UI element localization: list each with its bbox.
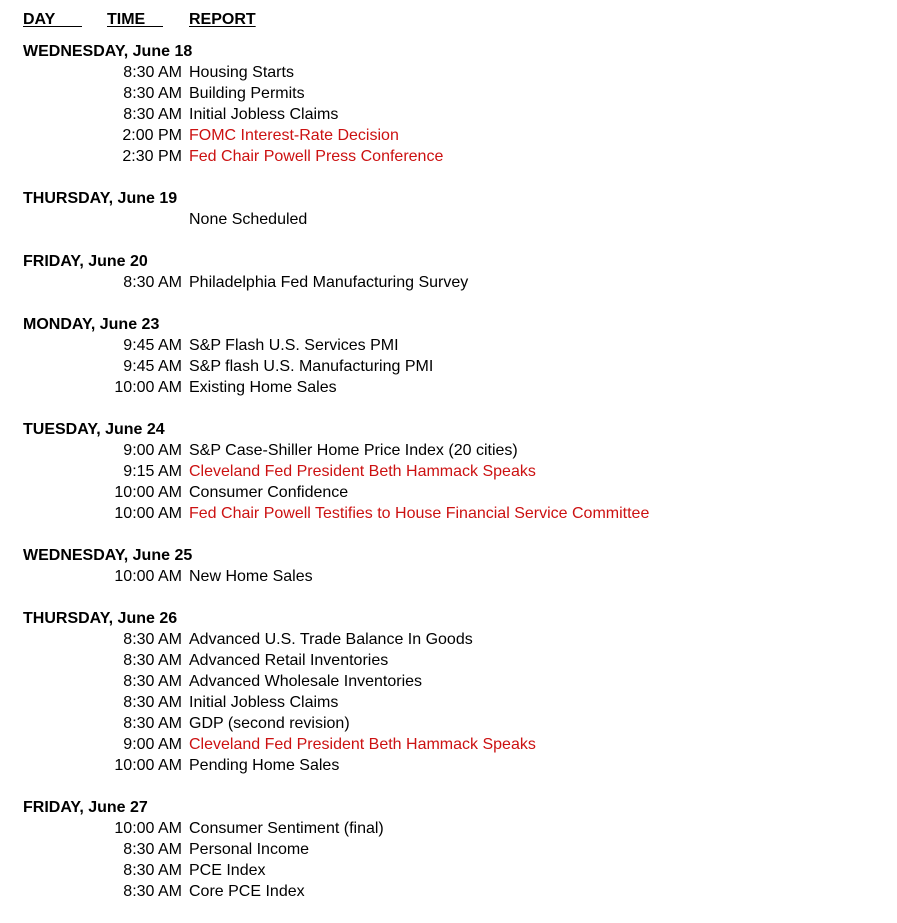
event-report: Housing Starts	[189, 64, 294, 81]
event-time: 8:30 AM	[123, 106, 182, 123]
event-report-highlighted: Fed Chair Powell Testifies to House Financial Service Committee	[189, 505, 650, 522]
event-report: Philadelphia Fed Manufacturing Survey	[189, 274, 469, 291]
event-report: S&P flash U.S. Manufacturing PMI	[189, 358, 434, 375]
event-time: 8:30 AM	[123, 631, 182, 648]
day-heading: FRIDAY, June 20	[23, 253, 148, 270]
event-report: Consumer Sentiment (final)	[189, 820, 384, 837]
event-row	[23, 335, 883, 356]
event-report: Consumer Confidence	[189, 484, 349, 501]
event-row	[23, 671, 883, 692]
event-time: 10:00 AM	[114, 757, 182, 774]
day-list	[23, 41, 883, 902]
event-report: Core PCE Index	[189, 883, 305, 900]
event-report-highlighted: Cleveland Fed President Beth Hammack Speaks	[189, 736, 536, 753]
event-row	[23, 83, 883, 104]
event-report: Advanced U.S. Trade Balance In Goods	[189, 631, 473, 648]
event-row	[23, 125, 883, 146]
column-header-time: TIME	[107, 11, 163, 28]
event-report: Existing Home Sales	[189, 379, 337, 396]
event-time: 10:00 AM	[114, 379, 182, 396]
day-heading: THURSDAY, June 19	[23, 190, 178, 207]
event-time: 10:00 AM	[114, 505, 182, 522]
event-report: PCE Index	[189, 862, 266, 879]
event-time: 9:00 AM	[123, 442, 182, 459]
event-row	[23, 566, 883, 587]
event-row	[23, 272, 883, 293]
event-time: 10:00 AM	[114, 568, 182, 585]
event-row	[23, 356, 883, 377]
event-report-highlighted: FOMC Interest-Rate Decision	[189, 127, 399, 144]
day-section	[23, 188, 883, 230]
event-row	[23, 734, 883, 755]
event-report: Pending Home Sales	[189, 757, 340, 774]
economic-calendar	[23, 9, 883, 923]
event-report: Initial Jobless Claims	[189, 106, 339, 123]
event-time: 8:30 AM	[123, 883, 182, 900]
event-time: 8:30 AM	[123, 715, 182, 732]
day-section	[23, 797, 883, 902]
event-row	[23, 839, 883, 860]
event-time: 10:00 AM	[114, 820, 182, 837]
day-heading: WEDNESDAY, June 25	[23, 547, 193, 564]
event-row	[23, 146, 883, 167]
day-heading: WEDNESDAY, June 18	[23, 43, 193, 60]
event-report: Personal Income	[189, 841, 310, 858]
event-row	[23, 818, 883, 839]
event-row	[23, 209, 883, 230]
event-row	[23, 482, 883, 503]
event-row	[23, 104, 883, 125]
event-row	[23, 629, 883, 650]
event-time: 8:30 AM	[123, 694, 182, 711]
column-header-row	[23, 9, 883, 30]
event-row	[23, 461, 883, 482]
event-time: 8:30 AM	[123, 64, 182, 81]
event-time: 8:30 AM	[123, 652, 182, 669]
event-time: 9:45 AM	[123, 358, 182, 375]
event-report: S&P Case-Shiller Home Price Index (20 cities)	[189, 442, 518, 459]
event-time: 9:45 AM	[123, 337, 182, 354]
event-report: Advanced Retail Inventories	[189, 652, 389, 669]
day-section	[23, 419, 883, 524]
event-time: 9:15 AM	[123, 463, 182, 480]
event-time: 9:00 AM	[123, 736, 182, 753]
day-section	[23, 314, 883, 398]
event-time: 2:00 PM	[122, 127, 182, 144]
column-header-report: REPORT	[189, 11, 256, 28]
event-row	[23, 881, 883, 902]
event-row	[23, 440, 883, 461]
event-row	[23, 503, 883, 524]
event-row	[23, 692, 883, 713]
day-heading: TUESDAY, June 24	[23, 421, 165, 438]
day-section	[23, 608, 883, 776]
event-row	[23, 62, 883, 83]
event-report-highlighted: Cleveland Fed President Beth Hammack Speaks	[189, 463, 536, 480]
event-report: GDP (second revision)	[189, 715, 350, 732]
event-report-highlighted: Fed Chair Powell Press Conference	[189, 148, 444, 165]
event-time: 8:30 AM	[123, 673, 182, 690]
event-report: S&P Flash U.S. Services PMI	[189, 337, 399, 354]
event-report: Initial Jobless Claims	[189, 694, 339, 711]
event-row	[23, 713, 883, 734]
day-heading: MONDAY, June 23	[23, 316, 160, 333]
day-section	[23, 251, 883, 293]
event-report: Advanced Wholesale Inventories	[189, 673, 423, 690]
event-report: New Home Sales	[189, 568, 313, 585]
event-time: 8:30 AM	[123, 85, 182, 102]
event-time: 8:30 AM	[123, 862, 182, 879]
event-report: None Scheduled	[189, 211, 308, 228]
day-section	[23, 41, 883, 167]
event-time: 8:30 AM	[123, 274, 182, 291]
day-heading: THURSDAY, June 26	[23, 610, 178, 627]
column-header-day: DAY	[23, 11, 82, 28]
day-section	[23, 545, 883, 587]
event-row	[23, 860, 883, 881]
event-report: Building Permits	[189, 85, 305, 102]
event-time: 10:00 AM	[114, 484, 182, 501]
event-time: 8:30 AM	[123, 841, 182, 858]
event-row	[23, 377, 883, 398]
event-row	[23, 650, 883, 671]
event-row	[23, 755, 883, 776]
day-heading: FRIDAY, June 27	[23, 799, 148, 816]
event-time: 2:30 PM	[122, 148, 182, 165]
